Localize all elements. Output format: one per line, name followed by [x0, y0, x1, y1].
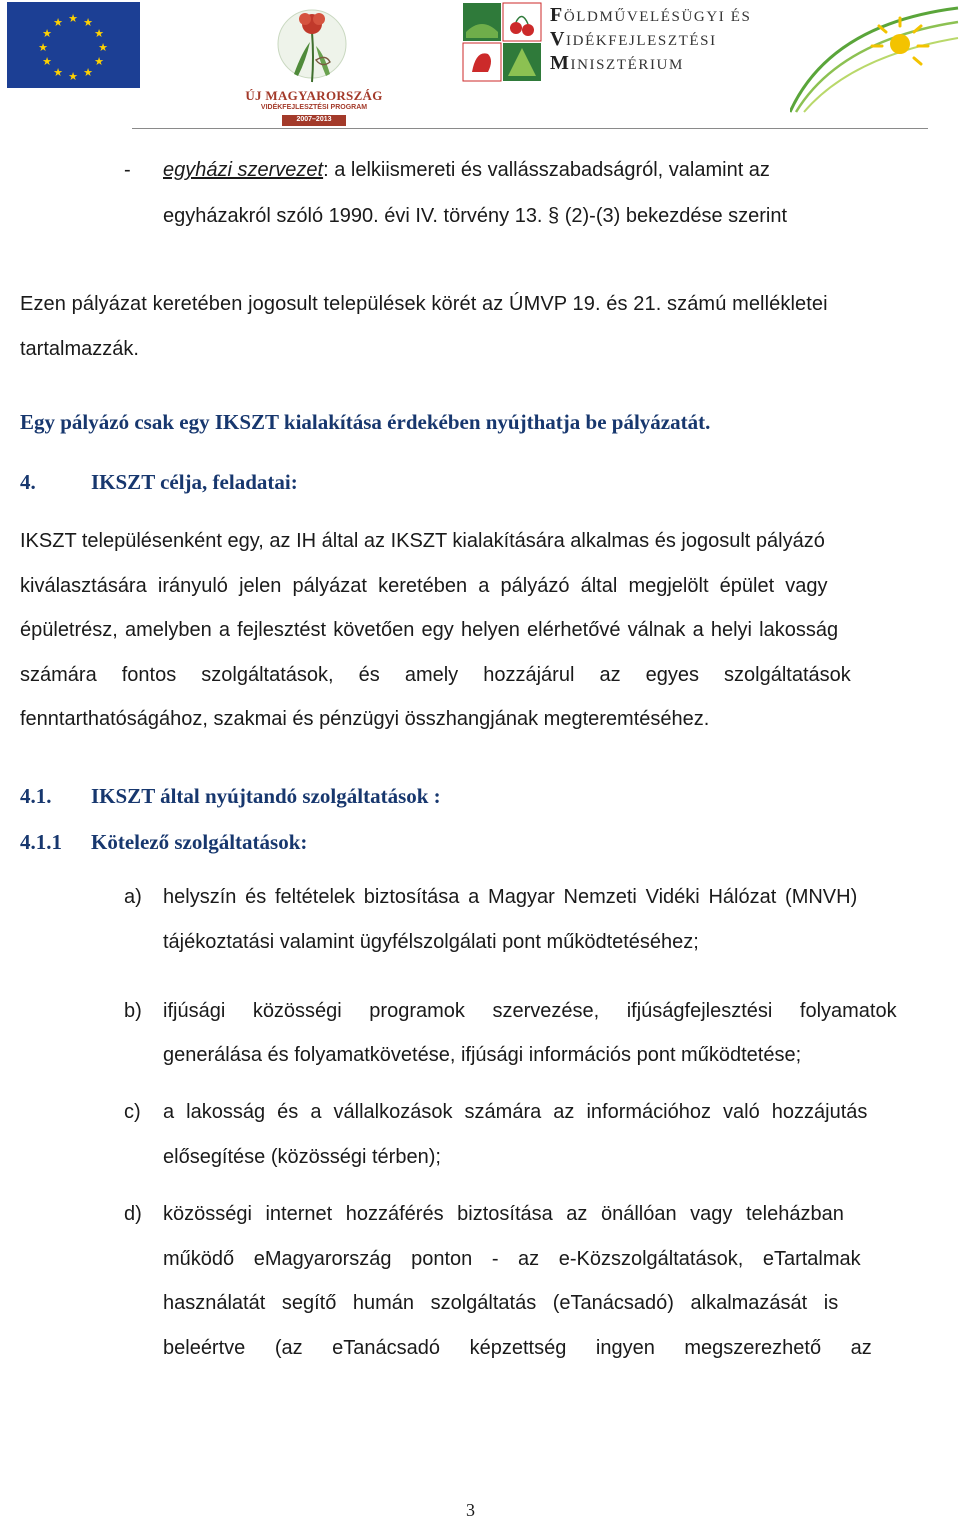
ministry-line-2: VIDÉKFEJLESZTÉSI: [550, 28, 717, 50]
svg-text:★: ★: [42, 27, 52, 40]
sun-landscape-logo: [790, 4, 960, 114]
item-a-line-1: helyszín és feltételek biztosítása a Magyar Nemzeti Vidéki Hálózat (MNVH): [163, 886, 858, 908]
svg-text:★: ★: [68, 70, 78, 83]
umvp-subtitle: VIDÉKFEJLESZTÉSI PROGRAM: [260, 104, 368, 111]
item-c-label: c): [124, 1101, 141, 1123]
item-c-line-1: a lakosság és a vállalkozások számára az információhoz való hozzájutás: [163, 1101, 868, 1123]
section-4-line-3: épületrész, amelyben a fejlesztést követően egy helyen elérhetővé válnak a helyi lakosság: [20, 619, 839, 641]
svg-text:★: ★: [94, 27, 104, 40]
item-d-label: d): [124, 1203, 142, 1225]
item-d-line-1: közösségi internet hozzáférés biztosítása az önállóan vagy teleházban: [163, 1203, 844, 1225]
section-4-1-number: 4.1.: [20, 784, 52, 808]
ministry-emblem-logo: [462, 2, 542, 82]
page-header: [0, 0, 960, 130]
header-divider: [132, 128, 928, 129]
svg-text:★: ★: [94, 55, 104, 68]
svg-text:★: ★: [53, 66, 63, 79]
item-c-line-2: elősegítése (közösségi térben);: [163, 1146, 441, 1168]
bullet-church-line-1: egyházi szervezet: a lelkiismereti és vallásszabadságról, valamint az: [163, 159, 770, 181]
section-4-1-title: IKSZT által nyújtandó szolgáltatások :: [91, 784, 441, 808]
svg-text:★: ★: [38, 41, 48, 54]
item-d-line-4: beleértve (az eTanácsadó képzettség ingyen megszerezhető az: [163, 1337, 872, 1359]
item-a-label: a): [124, 886, 142, 908]
svg-text:★: ★: [42, 55, 52, 68]
umvp-title: ÚJ MAGYARORSZÁG: [245, 88, 383, 103]
section-4-line-4: számára fontos szolgáltatások, és amely hozzájárul az egyes szolgáltatások: [20, 664, 851, 686]
item-b-line-2: generálása és folyamatkövetése, ifjúsági információs pont működtetése;: [163, 1044, 802, 1066]
section-4-title: IKSZT célja, feladatai:: [91, 470, 298, 494]
settlements-line-2: tartalmazzák.: [20, 338, 139, 360]
item-a-line-2: tájékoztatási valamint ügyfélszolgálati pont működtetéséhez;: [163, 931, 699, 953]
svg-text:★: ★: [98, 41, 108, 54]
item-d-line-2: működő eMagyarország ponton - az e-Közszolgáltatások, eTartalmak: [163, 1248, 861, 1270]
bullet-church-line-2: egyházakról szóló 1990. évi IV. törvény 13. § (2)-(3) bekezdése szerint: [163, 205, 788, 227]
page-number: 3: [466, 1500, 475, 1520]
svg-text:★: ★: [83, 66, 93, 79]
section-4-1-1-number: 4.1.1: [20, 830, 62, 854]
item-b-line-1: ifjúsági közösségi programok szervezése, ifjúságfejlesztési folyamatok: [163, 1000, 897, 1022]
section-4-line-5: fenntarthatóságához, szakmai és pénzügyi összhangjának megteremtéséhez.: [20, 708, 710, 730]
ministry-line-1: FÖLDMŰVELÉSÜGYI ÉS: [550, 4, 752, 26]
item-d-line-3: használatát segítő humán szolgáltatás (eTanácsadó) alkalmazását is: [163, 1292, 839, 1314]
svg-text:★: ★: [83, 16, 93, 29]
settlements-line-1: Ezen pályázat keretében jogosult települések körét az ÚMVP 19. és 21. számú mellékletei: [20, 293, 828, 315]
umvp-years: 2007–2013: [296, 116, 332, 123]
section-4-number: 4.: [20, 470, 36, 494]
eu-stars-icon: [7, 2, 140, 88]
section-4-1-1-title: Kötelező szolgáltatások:: [91, 830, 308, 854]
bullet-dash: -: [124, 159, 131, 181]
section-4-line-1: IKSZT településenként egy, az IH által az IKSZT kialakítására alkalmas és jogosult pályázó: [20, 530, 825, 552]
svg-text:★: ★: [53, 16, 63, 29]
highlight-statement: Egy pályázó csak egy IKSZT kialakítása érdekében nyújthatja be pályázatát.: [20, 410, 711, 434]
ministry-name: [550, 4, 751, 76]
ministry-line-3: MINISZTÉRIUM: [550, 52, 684, 74]
section-4-line-2: kiválasztására irányuló jelen pályázat keretében a pályázó által megjelölt épület vagy: [20, 575, 828, 597]
svg-text:★: ★: [68, 12, 78, 25]
item-b-label: b): [124, 1000, 142, 1022]
eu-flag-logo: [7, 2, 140, 88]
church-term: egyházi szervezet: [163, 159, 324, 181]
